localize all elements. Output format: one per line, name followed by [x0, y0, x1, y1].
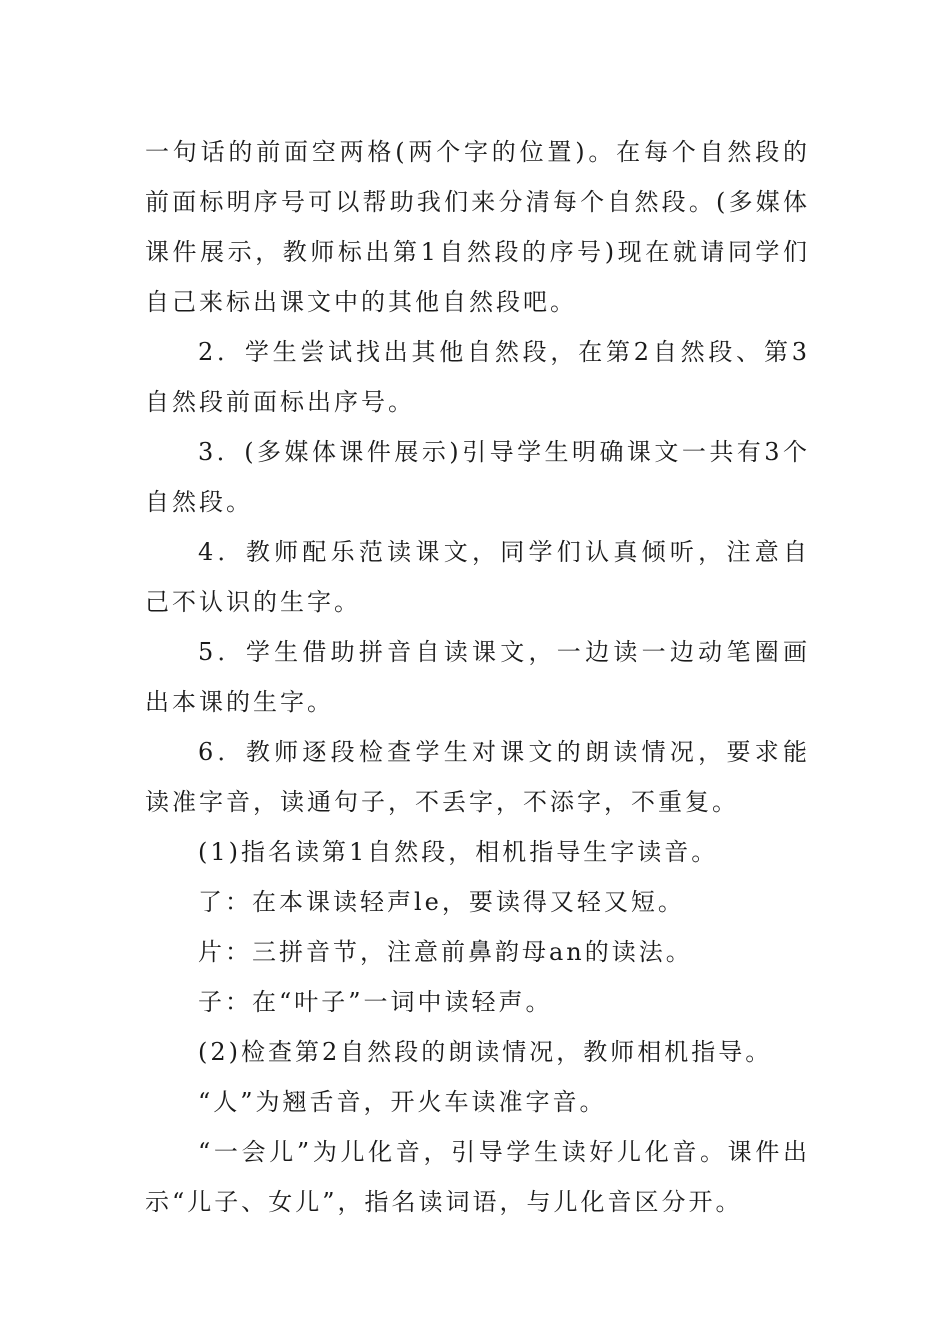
paragraph-step-6: 6．教师逐段检查学生对课文的朗读情况，要求能读准字音，读通句子，不丢字，不添字，不重复。 [145, 738, 810, 816]
paragraph-step-5: 5．学生借助拼音自读课文，一边读一边动笔圈画出本课的生字。 [145, 638, 810, 716]
paragraph-step-3: 3．(多媒体课件展示)引导学生明确课文一共有3个自然段。 [145, 438, 810, 516]
paragraph-note-le: 了：在本课读轻声le，要读得又轻又短。 [198, 888, 685, 916]
paragraph-step-2: 2．学生尝试找出其他自然段，在第2自然段、第3自然段前面标出序号。 [145, 338, 810, 416]
paragraph-note-zi: 子：在“叶子”一词中读轻声。 [198, 988, 553, 1016]
paragraph-note-yihuier: “一会儿”为儿化音，引导学生读好儿化音。课件出示“儿子、女儿”，指名读词语，与儿化音区分开。 [145, 1138, 810, 1216]
document-body [145, 127, 810, 1227]
paragraph-sub-1: (1)指名读第1自然段，相机指导生字读音。 [198, 838, 719, 866]
paragraph-note-ren: “人”为翘舌音，开火车读准字音。 [198, 1088, 607, 1116]
paragraph-sub-2: (2)检查第2自然段的朗读情况，教师相机指导。 [198, 1038, 773, 1066]
paragraph-step-4: 4．教师配乐范读课文，同学们认真倾听，注意自己不认识的生字。 [145, 538, 810, 616]
paragraph-continuation: 一句话的前面空两格(两个字的位置)。在每个自然段的前面标明序号可以帮助我们来分清每个自然段。(多媒体课件展示，教师标出第1自然段的序号)现在就请同学们自己来标出课文中的其他自然段吧。 [145, 138, 810, 316]
paragraph-note-pian: 片：三拼音节，注意前鼻韵母an的读法。 [198, 938, 693, 966]
